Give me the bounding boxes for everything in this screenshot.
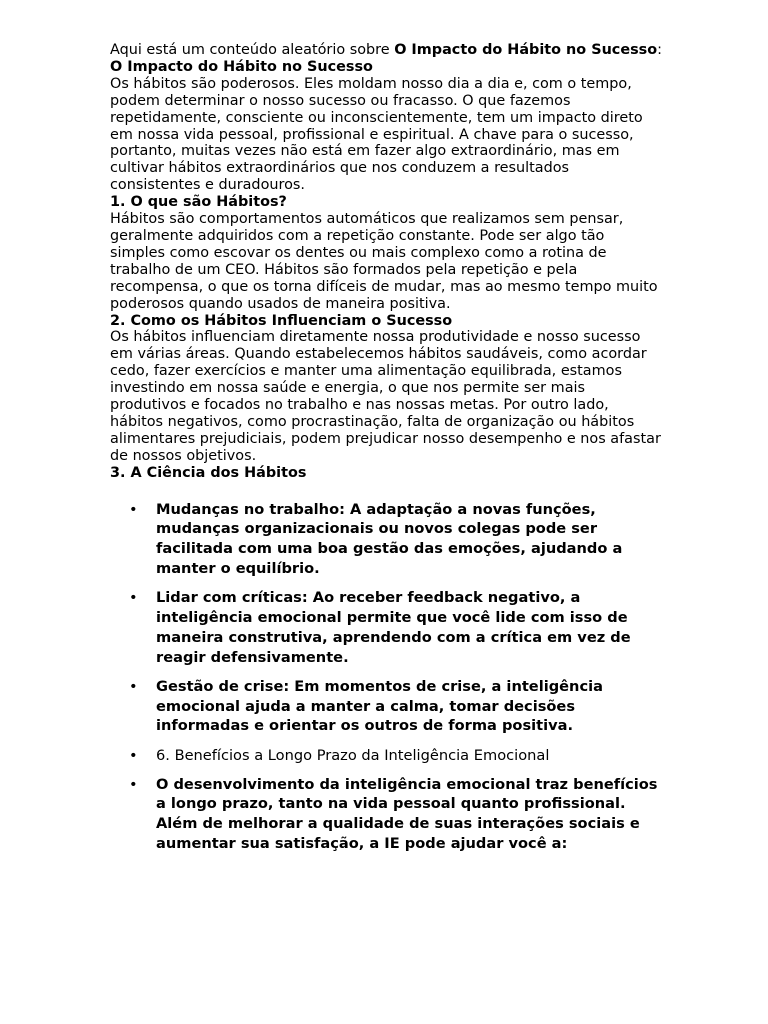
bullet-icon: • bbox=[129, 746, 138, 764]
bullet-icon: • bbox=[129, 589, 138, 607]
list-item bbox=[110, 500, 662, 579]
document-title: O Impacto do Hábito no Sucesso bbox=[110, 58, 373, 75]
intro-line bbox=[110, 42, 662, 59]
bullet-icon: • bbox=[129, 500, 138, 518]
document-page bbox=[110, 42, 662, 863]
section-1-body: Hábitos são comportamentos automáticos que realizamos sem pensar, geralmente adquiridos com a repetição constante. Pode ser algo tão simples como escovar os dentes ou mais complexo como a rotina de trabalho de um CEO. Hábitos são formados pela repetição e pela recompensa, o que os torna difíceis de mudar, mas ao mesmo tempo muito poderosos quando usados de maneira positiva. bbox=[110, 211, 658, 312]
section-1-heading: 1. O que são Hábitos? bbox=[110, 194, 287, 211]
list-item bbox=[110, 588, 662, 667]
bullet-list bbox=[110, 500, 662, 854]
section-2-body: Os hábitos influenciam diretamente nossa produtividade e nosso sucesso em várias áreas. Quando estabelecemos hábitos saudáveis, como acordar cedo, fazer exercícios e manter uma alimentação equilibrada, estamos investindo em nossa saúde e energia, o que nos permite ser mais produtivos e focados no trabalho e nas nossas metas. Por outro lado, hábitos negativos, como procrastinação, falta de organização ou hábitos alimentares prejudiciais, podem prejudicar nosso desempenho e nos afastar de nossos objetivos. bbox=[110, 329, 661, 464]
section-3-heading: 3. A Ciência dos Hábitos bbox=[110, 464, 307, 481]
list-item-text: Gestão de crise: Em momentos de crise, a inteligência emocional ajuda a manter a calma, tomar decisões informadas e orientar os outros de forma positiva. bbox=[156, 677, 603, 735]
intro-paragraph: Os hábitos são poderosos. Eles moldam nosso dia a dia e, com o tempo, podem determinar o nosso sucesso ou fracasso. O que fazemos repetidamente, consciente ou inconscientemente, tem um impacto direto em nossa vida pessoal, profissional e espiritual. A chave para o sucesso, portanto, muitas vezes não está em fazer algo extraordinário, mas em cultivar hábitos extraordinários que nos conduzem a resultados consistentes e duradouros. bbox=[110, 75, 643, 194]
intro-prefix: Aqui está um conteúdo aleatório sobre bbox=[110, 42, 395, 58]
intro-suffix: : bbox=[657, 42, 662, 58]
list-item bbox=[110, 775, 662, 854]
section-2-heading: 2. Como os Hábitos Influenciam o Sucesso bbox=[110, 312, 453, 329]
intro-bold-topic: O Impacto do Hábito no Sucesso bbox=[394, 42, 658, 58]
list-item-text: O desenvolvimento da inteligência emocional traz benefícios a longo prazo, tanto na vida pessoal quanto profissional. Além de melhorar a qualidade de suas interações sociais e aumentar sua satisfação, a IE pode ajudar você a: bbox=[156, 775, 658, 853]
list-item-text: Lidar com críticas: Ao receber feedback negativo, a inteligência emocional permite que você lide com isso de maneira construtiva, aprendendo com a crítica em vez de reagir defensivamente. bbox=[156, 589, 631, 666]
list-item bbox=[110, 677, 662, 736]
list-item-text: 6. Benefícios a Longo Prazo da Inteligência Emocional bbox=[156, 746, 550, 764]
list-item-text: Mudanças no trabalho: A adaptação a novas funções, mudanças organizacionais ou novos colegas pode ser facilitada com uma boa gestão das emoções, ajudando a manter o equilíbrio. bbox=[156, 500, 623, 577]
list-item bbox=[110, 746, 662, 766]
bullet-icon: • bbox=[129, 677, 138, 695]
bullet-icon: • bbox=[129, 775, 138, 793]
